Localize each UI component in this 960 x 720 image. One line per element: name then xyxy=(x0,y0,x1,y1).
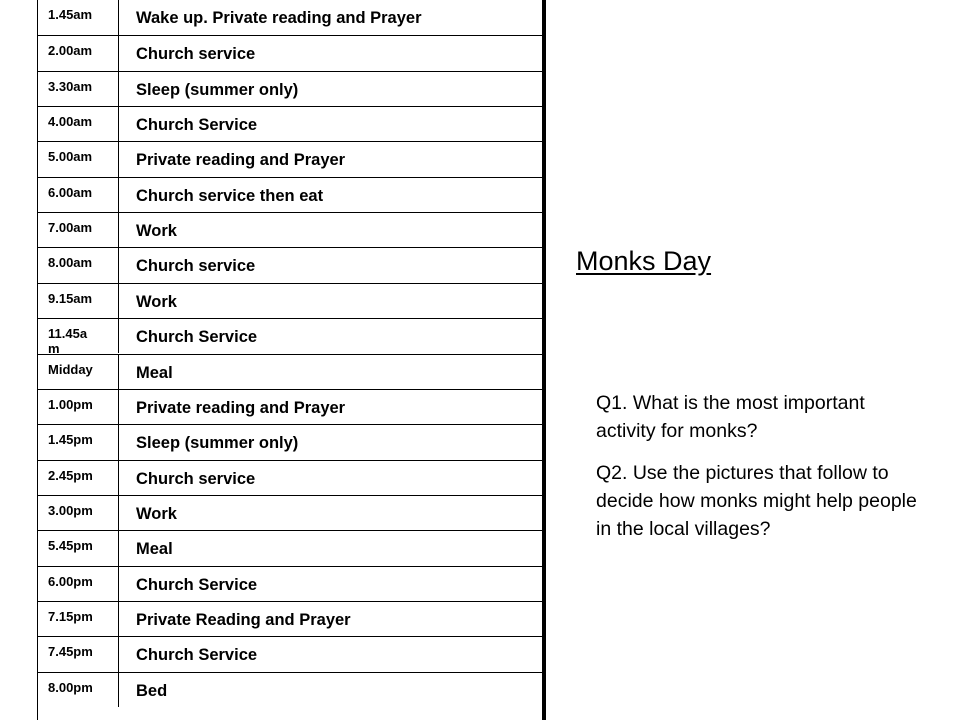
daily-schedule-table xyxy=(37,0,546,720)
schedule-time: 7.00am xyxy=(38,213,119,247)
schedule-activity: Church Service xyxy=(136,328,258,347)
schedule-row xyxy=(38,106,542,141)
schedule-activity: Church service xyxy=(136,45,256,64)
schedule-time: 7.45pm xyxy=(38,637,119,671)
schedule-time: 5.00am xyxy=(38,142,119,176)
schedule-row xyxy=(38,636,542,671)
schedule-activity: Private reading and Prayer xyxy=(136,398,346,417)
schedule-row xyxy=(38,460,542,495)
schedule-row xyxy=(38,212,542,247)
schedule-time: 3.30am xyxy=(38,72,119,106)
schedule-row xyxy=(38,141,542,176)
schedule-time: 2.00am xyxy=(38,36,119,70)
schedule-activity: Meal xyxy=(136,363,173,382)
schedule-time: 7.15pm xyxy=(38,602,119,636)
schedule-activity: Church Service xyxy=(136,646,258,665)
schedule-activity: Private Reading and Prayer xyxy=(136,610,351,629)
schedule-activity: Work xyxy=(136,504,177,523)
schedule-time: 8.00pm xyxy=(38,673,119,707)
schedule-time: Midday xyxy=(38,355,119,389)
schedule-time: 11.45a m xyxy=(38,319,119,353)
schedule-time: 8.00am xyxy=(38,248,119,282)
schedule-time: 2.45pm xyxy=(38,461,119,495)
schedule-time: 1.45pm xyxy=(38,425,119,459)
schedule-row xyxy=(38,354,542,389)
schedule-activity: Church Service xyxy=(136,116,258,135)
schedule-time: 9.15am xyxy=(38,284,119,318)
schedule-row xyxy=(38,247,542,282)
schedule-activity: Church service then eat xyxy=(136,186,324,205)
schedule-time: 3.00pm xyxy=(38,496,119,530)
schedule-row xyxy=(38,566,542,601)
schedule-row xyxy=(38,672,542,707)
schedule-row xyxy=(38,0,542,35)
schedule-time: 6.00pm xyxy=(38,567,119,601)
schedule-time: 1.45am xyxy=(38,0,119,35)
schedule-activity: Church service xyxy=(136,469,256,488)
schedule-activity: Bed xyxy=(136,681,168,700)
schedule-activity: Work xyxy=(136,292,177,311)
schedule-row xyxy=(38,35,542,70)
schedule-row xyxy=(38,177,542,212)
schedule-activity: Work xyxy=(136,222,177,241)
schedule-row xyxy=(38,318,542,357)
schedule-activity: Meal xyxy=(136,540,173,559)
schedule-row xyxy=(38,495,542,530)
schedule-row xyxy=(38,530,542,565)
schedule-row xyxy=(38,283,542,318)
schedule-row xyxy=(38,71,542,106)
schedule-time: 5.45pm xyxy=(38,531,119,565)
schedule-activity: Sleep (summer only) xyxy=(136,80,299,99)
schedule-row xyxy=(38,601,542,636)
page-title: Monks Day xyxy=(576,246,712,276)
schedule-time: 6.00am xyxy=(38,178,119,212)
schedule-row xyxy=(38,424,542,459)
schedule-activity: Church service xyxy=(136,257,256,276)
schedule-activity: Private reading and Prayer xyxy=(136,151,346,170)
schedule-activity: Wake up. Private reading and Prayer xyxy=(136,9,422,27)
schedule-activity: Church Service xyxy=(136,575,258,594)
schedule-time: 4.00am xyxy=(38,107,119,141)
schedule-time: 1.00pm xyxy=(38,390,119,424)
schedule-activity: Sleep (summer only) xyxy=(136,434,299,453)
question-2: Q2. Use the pictures that follow to decide how monks might help people in the local villages? xyxy=(596,462,917,540)
schedule-row xyxy=(38,389,542,424)
question-1: Q1. What is the most important activity for monks? xyxy=(596,392,865,442)
